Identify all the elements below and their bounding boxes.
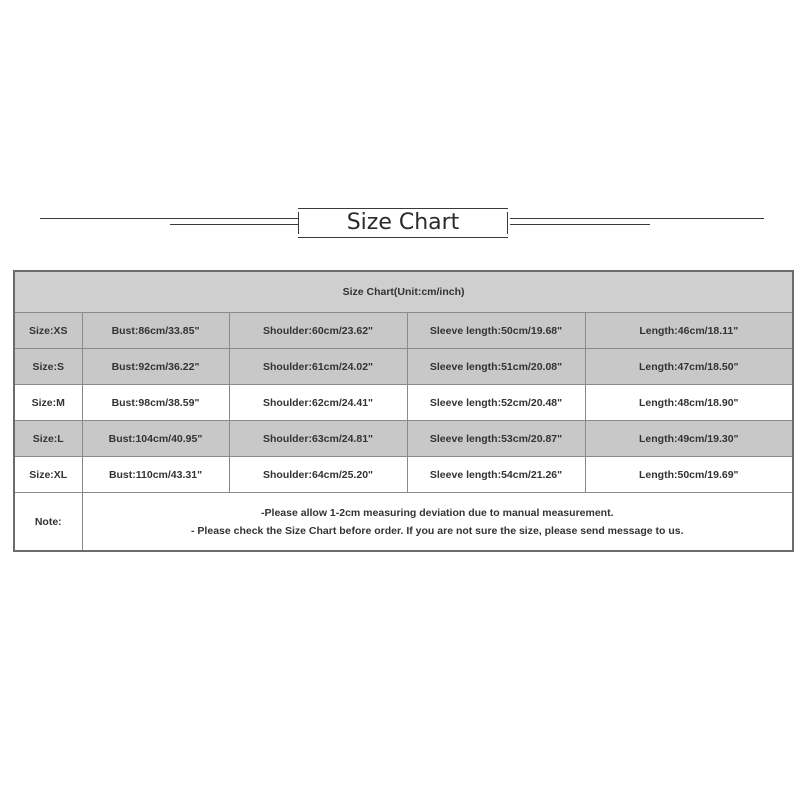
sleeve-cell: Sleeve length:53cm/20.87" [407,421,585,457]
table-row [15,385,792,421]
title-box [298,208,508,238]
bust-cell: Bust:86cm/33.85" [82,313,229,349]
sleeve-cell: Sleeve length:54cm/21.26" [407,457,585,493]
shoulder-cell: Shoulder:60cm/23.62" [229,313,407,349]
length-cell: Length:50cm/19.69" [585,457,792,493]
banner-rule-left-long [40,218,298,219]
table-row [15,313,792,349]
sleeve-cell: Sleeve length:52cm/20.48" [407,385,585,421]
sleeve-cell: Sleeve length:51cm/20.08" [407,349,585,385]
length-cell: Length:47cm/18.50" [585,349,792,385]
bust-cell: Bust:110cm/43.31" [82,457,229,493]
length-cell: Length:46cm/18.11" [585,313,792,349]
shoulder-cell: Shoulder:64cm/25.20" [229,457,407,493]
size-cell: Size:XL [15,457,82,493]
note-label: Note: [15,493,82,551]
banner-rule-right-short [510,224,650,225]
size-cell: Size:S [15,349,82,385]
table-row [15,349,792,385]
length-cell: Length:49cm/19.30" [585,421,792,457]
table-caption: Size Chart(Unit:cm/inch) [15,272,792,313]
size-chart-banner [40,205,764,241]
sleeve-cell: Sleeve length:50cm/19.68" [407,313,585,349]
note-text [82,493,792,551]
size-cell: Size:L [15,421,82,457]
bust-cell: Bust:92cm/36.22" [82,349,229,385]
table-row [15,457,792,493]
table-caption-row [15,272,792,313]
note-line: - Please check the Size Chart before order. If you are not sure the size, please send message to us. [191,524,684,537]
size-cell: Size:XS [15,313,82,349]
banner-rule-right-long [510,218,764,219]
size-cell: Size:M [15,385,82,421]
banner-rule-left-short [170,224,298,225]
size-chart-table [13,270,794,552]
shoulder-cell: Shoulder:63cm/24.81" [229,421,407,457]
shoulder-cell: Shoulder:62cm/24.41" [229,385,407,421]
page-title: Size Chart [346,210,460,235]
table-row [15,421,792,457]
shoulder-cell: Shoulder:61cm/24.02" [229,349,407,385]
note-line: -Please allow 1-2cm measuring deviation due to manual measurement. [261,506,614,519]
bust-cell: Bust:98cm/38.59" [82,385,229,421]
bust-cell: Bust:104cm/40.95" [82,421,229,457]
length-cell: Length:48cm/18.90" [585,385,792,421]
note-row [15,493,792,551]
